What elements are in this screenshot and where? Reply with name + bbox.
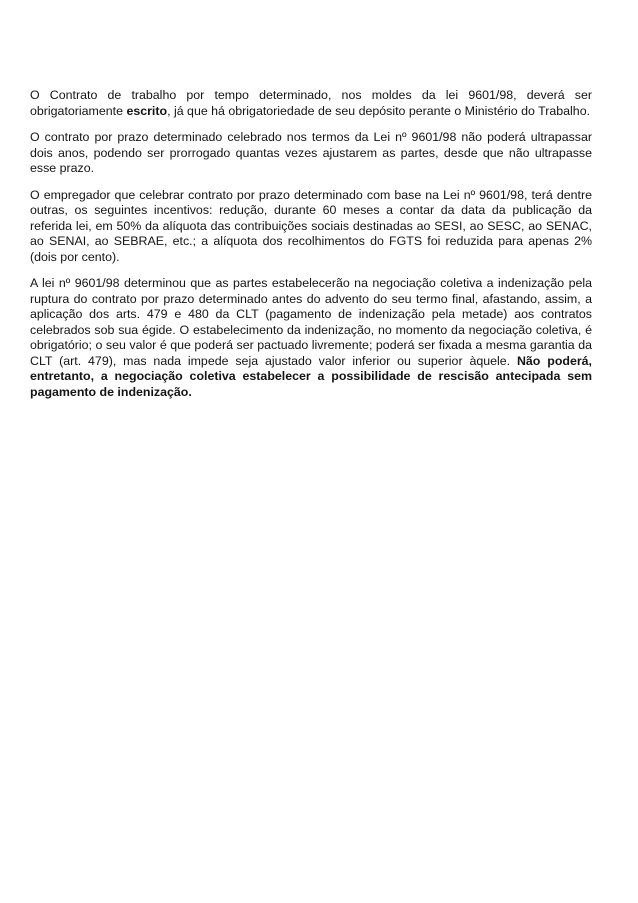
paragraph-1-bold-term: escrito	[126, 103, 168, 118]
document-body	[30, 88, 592, 411]
paragraph-max-duration: O contrato por prazo determinado celebrado nos termos da Lei nº 9601/98 não poderá ultrapassar dois anos, podendo ser prorrogado quantas vezes ajustarem as partes, desde que não ultrapasse esse prazo.	[30, 130, 592, 175]
paragraph-incentives: O empregador que celebrar contrato por prazo determinado com base na Lei nº 9601/98, terá dentre outras, os seguintes incentivos: redução, durante 60 meses a contar da data da publicação da referida lei, em 50% da alíquota das contribuições sociais destinadas ao SESI, ao SESC, ao SENAC, ao SENAI, ao SEBRAE, etc.; a alíquota dos recolhimentos do FGTS foi reduzida para apenas 2% (dois por cento).	[30, 187, 592, 264]
paragraph-4-bold-conclusion: Não poderá, entretanto, a negociação coletiva estabelecer a possibilidade de rescisão antecipada sem pagamento de indenização.	[30, 353, 592, 399]
paragraph-indemnity	[30, 276, 592, 400]
paragraph-1-text: O Contrato de trabalho por tempo determinado, nos moldes da lei 9601/98, deverá ser obrigatoriamente	[30, 88, 592, 118]
paragraph-4-text: A lei nº 9601/98 determinou que as partes estabelecerão na negociação coletiva a indenização pela ruptura do contrato por prazo determinado antes do advento do seu termo final, afastando, assim, a aplicação dos arts. 479 e 480 da CLT (pagamento de indenização pela metade) aos contratos celebrados sob sua égide. O estabelecimento da indenização, no momento da negociação coletiva, é obrigatório; o seu valor é que poderá ser pactuado livremente; poderá ser fixada a mesma garantia da CLT (art. 479), mas nada impede seja ajustado valor inferior ou superior àquele.	[30, 276, 592, 368]
paragraph-1-text-end: , já que há obrigatoriedade de seu depósito perante o Ministério do Trabalho.	[167, 103, 591, 118]
paragraph-written-contract	[30, 88, 592, 119]
